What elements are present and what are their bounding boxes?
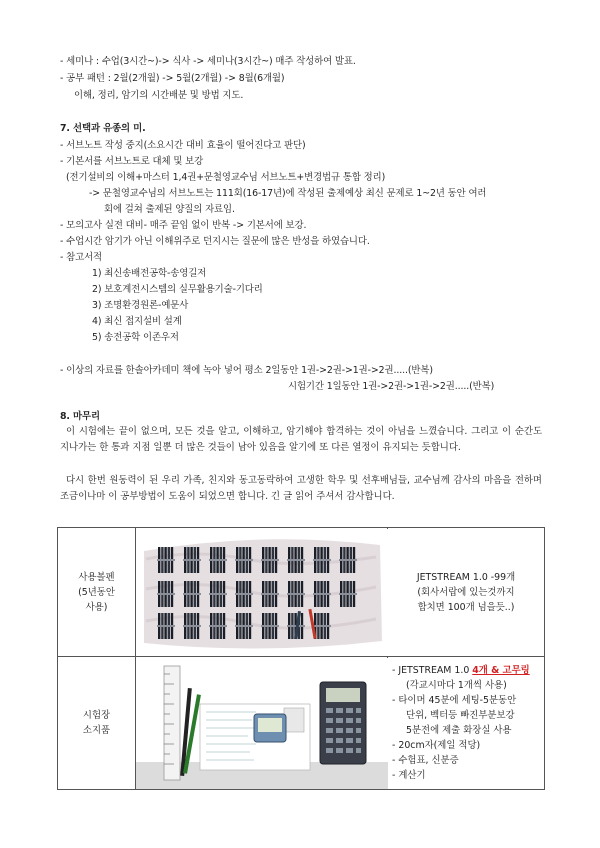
ruler [164, 666, 180, 780]
list-item: - 계산기 [392, 770, 426, 781]
rubber-band [209, 559, 227, 561]
rubber-band [235, 625, 253, 627]
section-7-line: - 서브노트 작성 중지(소요시간 대비 효율이 떨어진다고 판단) [60, 140, 306, 151]
rubber-band [209, 625, 227, 627]
section-7-line: - 기본서를 서브노트로 대체 및 보강 [60, 156, 204, 167]
rubber-band [183, 559, 201, 561]
table-row [58, 528, 545, 657]
rubber-band [339, 593, 357, 595]
reference-item: 1) 최신송배전공학-송영길저 [92, 268, 207, 279]
rubber-band [157, 593, 175, 595]
reference-item: 3) 조명환경원론-예문사 [92, 300, 189, 311]
exam-items-label-cell: 시험장 소지품 [58, 657, 136, 790]
rubber-band [183, 625, 201, 627]
table-row [58, 657, 545, 790]
repeat-line: - 이상의 자료를 한솔아카데미 책에 녹아 넣어 평소 2일동안 1권->2권->1권->2권.....(반복) [60, 365, 433, 376]
rubber-band [183, 593, 201, 595]
section-7-line: - 모의고사 실전 대비- 매주 끝임 없이 반복 -> 기본서에 보강. [60, 220, 307, 231]
rubber-band [261, 593, 279, 595]
section-7-line: -> 문철영교수님의 서브노트는 111회(16-17년)에 작성된 출제예상 최신 문제로 1~2년 동안 여러 [89, 188, 487, 199]
closing-paragraph-2: 다시 한번 원동력이 된 우리 가족, 친지와 동고동락하여 고생한 학우 및 선후배님들, 교수님께 감사의 마음을 전하며 조금이나마 이 공부방법이 도움이 되었으면 합니다. 긴 글 읽어 주셔서 감사합니다. [60, 475, 542, 503]
rubber-band [157, 559, 175, 561]
section-7-line: (전기설비의 이해+마스터 1,4권+문철영교수님 서브노트+변경법규 통합 정리) [66, 172, 386, 183]
pens-description-cell: JETSTREAM 1.0 -99개 (회사서랍에 있는것까지 합치면 100개 넘을듯..) [388, 528, 545, 657]
list-item: - 20cm자(제일 적당) [392, 740, 481, 751]
repeat-line-exam: 시험기간 1일동안 1권->2권->1권->2권.....(반복) [288, 381, 495, 392]
list-item: - JETSTREAM 1.0 4개 & 고무링 [392, 665, 530, 676]
pens-photo [136, 529, 388, 656]
study-pattern-line: - 공부 패턴 : 2월(2개월) -> 5월(2개월) -> 8월(6개월) [60, 73, 285, 84]
reference-item: 4) 최신 접지설비 설계 [92, 316, 182, 327]
rubber-band [261, 625, 279, 627]
pens-label-cell: 사용볼펜 (5년동안 사용) [58, 528, 136, 657]
section-7-line: - 수업시간 암기가 아닌 이해위주로 던지시는 질문에 많은 반성을 하였습니다. [60, 236, 370, 247]
rubber-band [209, 593, 227, 595]
section-7-line: - 참고서적 [60, 252, 102, 263]
section-8-heading: 8. 마무리 [60, 411, 100, 422]
rubber-band [157, 625, 175, 627]
list-item: - 수험표, 신분증 [392, 755, 459, 766]
rubber-band [339, 559, 357, 561]
rubber-band [313, 593, 331, 595]
rubber-band [313, 625, 331, 627]
rubber-band [287, 593, 305, 595]
rubber-band [313, 559, 331, 561]
reference-item: 2) 보호계전시스템의 실무활용기술-기다리 [92, 284, 263, 295]
section-7-line: 회에 걸쳐 출제된 양질의 자료임. [104, 204, 235, 215]
rubber-band [235, 593, 253, 595]
list-item: - 타이머 45분에 세팅-5분동안 [392, 695, 517, 706]
highlight-text: 4개 & 고무링 [472, 665, 530, 676]
study-guidance-line: 이해, 정리, 암기의 시간배분 및 방법 지도. [74, 90, 244, 101]
rubber-band [287, 559, 305, 561]
rubber-band [261, 559, 279, 561]
exam-items-photo-cell [136, 657, 388, 790]
seminar-line: - 세미나 : 수업(3시간~)-> 식사 -> 세미나(3시간~) 매주 작성하여 발표. [60, 56, 356, 67]
items-table [57, 527, 545, 790]
rubber-band [235, 559, 253, 561]
exam-items-photo [136, 658, 388, 789]
section-7-heading: 7. 선택과 유종의 미. [60, 123, 146, 134]
exam-items-list-cell: - JETSTREAM 1.0 4개 & 고무링 (각교시마다 1개씩 사용) - 타이머 45분에 세팅-5분동안 단위, 벡터등 빠진부분보강 5분전에 제출 화장실 사용 - 20cm자(제일 적당) - 수험표, 신분증 - 계산기 [388, 657, 545, 790]
closing-paragraph-1: 이 시험에는 끝이 없으며, 모든 것을 알고, 이해하고, 암기해야 합격하는 것이 아님을 느꼈습니다. 그리고 이 순간도 지나가는 한 통과 지점 일뿐 더 많은 것들이 남아 있음을 알기에 또 다른 열정이 유지되는 듯합니다. [60, 426, 542, 454]
pens-photo-cell [136, 528, 388, 657]
reference-item: 5) 송전공학 이존우저 [92, 332, 179, 343]
